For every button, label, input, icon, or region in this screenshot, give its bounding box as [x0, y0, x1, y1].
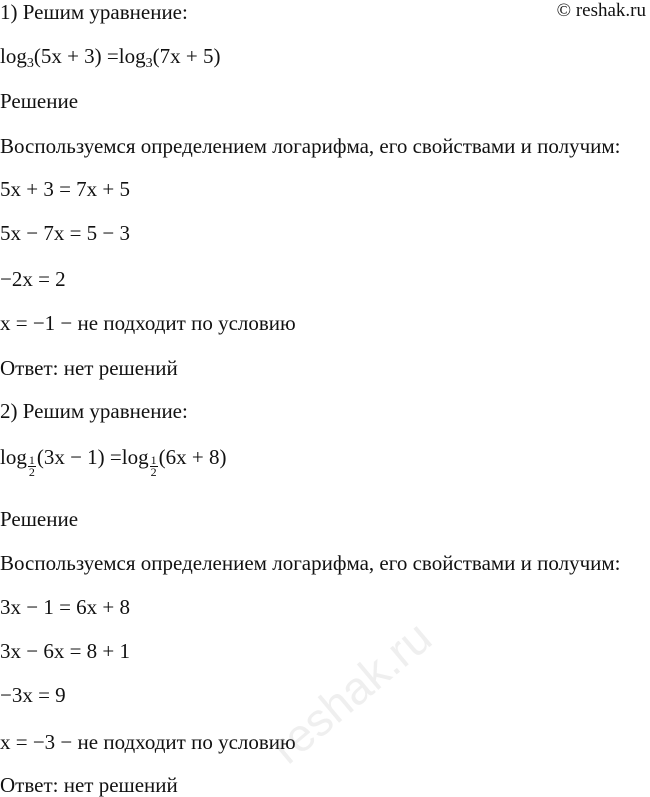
part1-step: 5x + 3 = 7x + 5 [0, 177, 131, 201]
log: log [0, 44, 27, 68]
part2-solution-label: Решение [0, 507, 79, 531]
numerator: 1 [150, 453, 157, 467]
copyright: © reshak.ru [556, 0, 646, 21]
log-base: 3 [145, 56, 153, 71]
part1-step: −2x = 2 [0, 267, 66, 291]
part2-step: −3x = 9 [0, 683, 66, 707]
part2-step: 3x − 1 = 6x + 8 [0, 595, 131, 619]
part2-step: x = −3 − не подходит по условию [0, 730, 296, 754]
lhs-arg: (3x − 1) = [36, 445, 122, 469]
part1-step: x = −1 − не подходит по условию [0, 311, 296, 335]
watermark: reshak.ru [260, 610, 442, 774]
part1-step: 5x − 7x = 5 − 3 [0, 221, 131, 245]
part1-equation [0, 44, 220, 76]
rhs-arg: (7x + 5) [152, 44, 221, 68]
log: log [121, 445, 149, 469]
denominator: 2 [28, 465, 35, 479]
part1-answer: Ответ: нет решений [0, 356, 178, 380]
log: log [118, 44, 146, 68]
denominator: 2 [150, 465, 157, 479]
numerator: 1 [28, 453, 35, 467]
log-base-fraction [150, 455, 158, 478]
part2-step: 3x − 6x = 8 + 1 [0, 639, 131, 663]
log-base-fraction [28, 455, 36, 478]
lhs-arg: (5x + 3) = [33, 44, 119, 68]
part1-heading: 1) Решим уравнение: [0, 0, 188, 24]
log-base: 3 [26, 56, 34, 71]
rhs-arg: (6x + 8) [158, 445, 227, 469]
part2-heading: 2) Решим уравнение: [0, 399, 188, 423]
part2-intro: Воспользуемся определением логарифма, его свойствами и получим: [0, 551, 621, 575]
part1-solution-label: Решение [0, 89, 79, 113]
log: log [0, 445, 27, 469]
part2-answer: Ответ: нет решений [0, 773, 178, 797]
part2-equation [0, 445, 226, 478]
part1-intro: Воспользуемся определением логарифма, его свойствами и получим: [0, 134, 621, 158]
